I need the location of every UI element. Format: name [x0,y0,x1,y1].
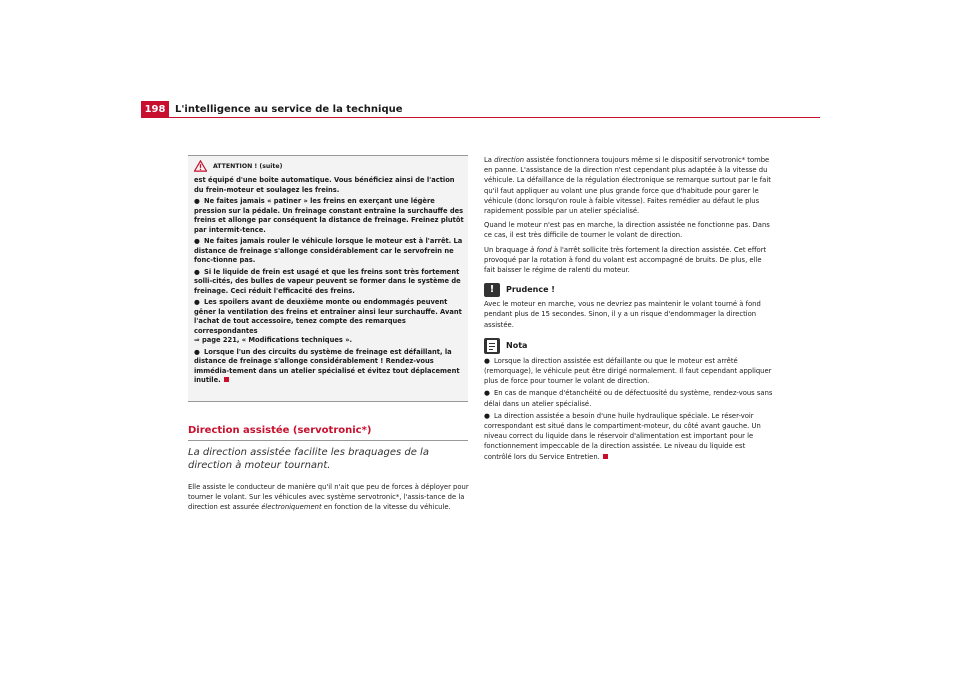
section-lead: La direction assistée facilite les braquages de la direction à moteur tournant. [188,447,429,471]
caution-icon: ! [484,283,500,297]
note-title: Nota [506,340,528,350]
warning-item: ● Lorsque l'un des circuits du système de freinage est défaillant, la distance de freinage s'allonge considérablement ! Rendez-vous immédia-tement dans un atelier spécialisé et évitez tout déplacement inutile. [194,347,460,384]
bullet-icon: ● [194,267,200,276]
bullet-icon: ● [194,347,200,356]
note-heading [484,338,774,354]
caution-text: Avec le moteur en marche, vous ne devriez pas maintenir le volant tourné à fond pendant plus de 15 secondes. Sinon, il y a un risque d'endommager la direction assistée. [484,300,761,329]
right-column [484,155,774,464]
section-rule [188,440,468,441]
warning-intro: est équipé d'une boîte automatique. Vous bénéficiez ainsi de l'action du frein-moteur et soulagez les freins. [194,176,455,194]
bullet-icon: ● [194,298,200,306]
page-reference-link[interactable]: page 221, « Modifications techniques ». [201,336,353,344]
bullet-icon: ● [194,197,200,205]
warning-header [194,159,282,173]
end-mark-icon [224,377,229,382]
section-title: Direction assistée (servotronic*) [188,425,372,436]
arrow-icon: ⇒ [194,336,200,344]
section-paragraph: Elle assiste le conducteur de manière qu'il n'ait que peu de forces à déployer pour tourner le volant. Sur les véhicules avec système servotronic*, l'assis-tance de la direction est assurée électroniquement en fonction de la vitesse du véhicule. [188,483,469,511]
chapter-title: L'intelligence au service de la technique [175,104,403,115]
paragraph: Un braquage à fond à l'arrêt sollicite très fortement la direction assistée. Cet effort provoqué par la rotation à fond du volant est accompagné de bruits. De plus, elle fait baisser le régime de ralenti du moteur. [484,245,767,275]
bullet-icon: ● [484,389,490,398]
note-icon [484,338,500,354]
bullet-icon: ● [194,237,200,245]
warning-item: ● Si le liquide de frein est usagé et que les freins sont très fortement solli-cités, des bulles de vapeur peuvent se former dans le système de freinage. Ceci réduit l'efficacité des freins. [194,267,461,295]
warning-box [188,155,468,402]
warning-item: ● Ne faites jamais rouler le véhicule lorsque le moteur est à l'arrêt. La distance de freinage s'allonge considérablement car le servofrein ne fonc-tionne pas. [194,237,463,264]
warning-triangle-icon [194,160,207,172]
warning-item: ● Les spoilers avant de deuxième monte ou endommagés peuvent gêner la ventilation des freins et entraîner ainsi leur surchauffe. Avant l'achat de tout accessoire, tenez compte des remarques correspondantes ⇒ page 221, « Modifications techniques ». [194,298,462,344]
bullet-icon: ● [484,356,490,365]
page-header [141,101,820,117]
warning-label: ATTENTION ! (suite) [213,162,283,170]
end-mark-icon [603,454,608,459]
page-number: 198 [141,101,169,118]
caution-heading [484,283,774,297]
note-item: ● En cas de manque d'étanchéité ou de défectuosité du système, rendez-vous sans délai dans un atelier spécialisé. [484,389,773,408]
warning-body [194,176,466,388]
note-item: ● La direction assistée a besoin d'une huile hydraulique spéciale. Le réser-voir correspondant est situé dans le compartiment-moteur, du côté avant gauche. Un niveau correct du liquide dans le réservoir d'alimentation est important pour le fonctionnement impeccable de la direction assistée. Le niveau du liquide est contrôlé lors du Service Entretien. [484,411,761,461]
bullet-icon: ● [484,411,490,420]
paragraph: Quand le moteur n'est pas en marche, la direction assistée ne fonctionne pas. Dans ce cas, il est très difficile de tourner le volant de direction. [484,221,770,240]
header-rule [169,117,820,118]
paragraph: La direction assistée fonctionnera toujours même si le dispositif servotronic* tombe en panne. L'assistance de la direction n'est cependant plus adaptée à la vitesse du véhicule. La défaillance de la régulation électronique se remarque surtout par le fait qu'il faut appliquer au volant une plus grande force que d'habitude pour garer le véhicule (donc lorsqu'on roule à faible vitesse). Faites remédier au défaut le plus rapidement possible par un atelier spécialisé. [484,156,771,216]
caution-title: Prudence ! [506,285,555,295]
warning-item: ● Ne faites jamais « patiner » les freins en exerçant une légère pression sur la pédale. Un freinage constant entraîne la surchauffe des freins et allonge par conséquent la distance de freinage. Freinez plutôt par intermit-tence. [194,197,464,234]
note-item: ● Lorsque la direction assistée est défaillante ou que le moteur est arrêté (remorquage), le véhicule peut être dirigé normalement. Il faut cependant appliquer plus de force pour tourner le volant de direction. [484,356,772,386]
